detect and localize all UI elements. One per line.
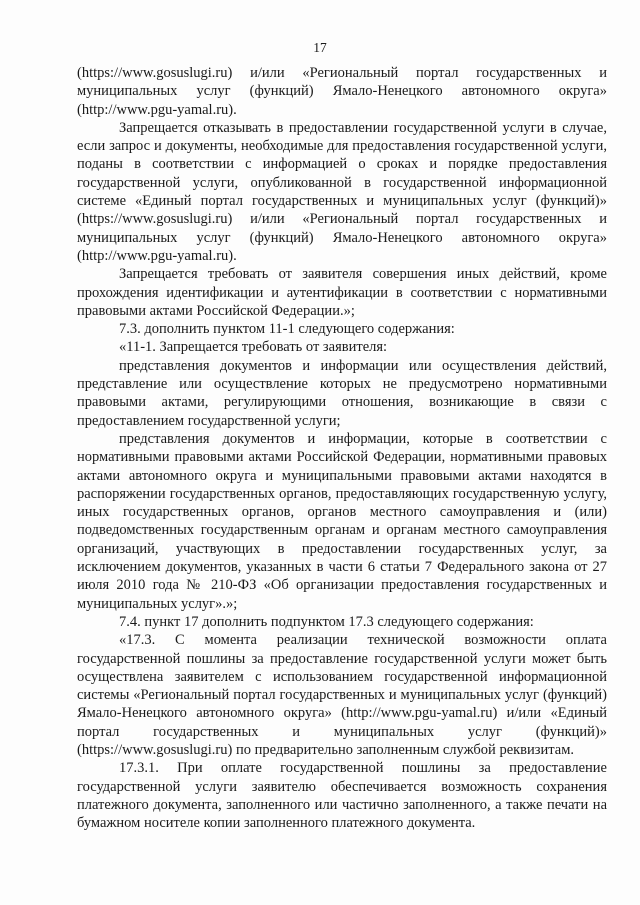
paragraph-point-17-3: «17.3. С момента реализации технической возможности оплата государственной пошлины за предоставление государственной услуги может быть осуществлена заявителем с использованием государственной информационной системы «Региональный портал государственных и муниципальных услуг (функций) Ямало-Ненецкого автономного округа» (http://www.pgu-yamal.ru) и/или «Единый портал государственных и муниципальных услуг (функций)» (https://www.gosuslugi.ru) по предварительно заполненным службой реквизитам. bbox=[77, 632, 607, 758]
paragraph-documents-in-possession: представления документов и информации, которые в соответствии с нормативными правовыми актами Российской Федерации, нормативными правовых актами автономного округа и муниципальными правовыми актами находятся в распоряжении государственных органов, предоставляющих государственную услугу, иных государственных органов, органов местного самоуправления и (или) подведомственных государственным органам и органам местного самоуправления организаций, участвующих в предоставлении государственных услуг, за исключением документов, указанных в части 6 статьи 7 Федерального закона от 27 июля 2010 года № 210-ФЗ «Об организации предоставления государственных и муниципальных услуг».»; bbox=[77, 430, 607, 612]
paragraph-other-actions-prohibited: Запрещается требовать от заявителя совершения иных действий, кроме прохождения идентификации и аутентификации в соответствии с нормативными правовыми актами Российской Федерации.»; bbox=[77, 266, 607, 319]
paragraph-item-7-4: 7.4. пункт 17 дополнить подпунктом 17.3 следующего содержания: bbox=[119, 613, 534, 630]
document-body bbox=[77, 64, 607, 832]
paragraph-item-7-3: 7.3. дополнить пунктом 11-1 следующего содержания: bbox=[119, 321, 455, 338]
paragraph-point-17-3-1: 17.3.1. При оплате государственной пошлины за предоставление государственной услуги заявителю обеспечивается возможность сохранения платежного документа, заполненного или частично заполненного, а также печати на бумажном носителе копии заполненного платежного документа. bbox=[77, 760, 607, 832]
paragraph-documents-not-required: представления документов и информации или осуществления действий, представление или осуществление которых не предусмотрено нормативными правовыми актами, регулирующими отношения, возникающие в связи с предоставлением государственной услуги; bbox=[77, 357, 607, 429]
page-number: 17 bbox=[313, 40, 327, 55]
paragraph-refusal-prohibited: Запрещается отказывать в предоставлении государственной услуги в случае, если запрос и документы, необходимые для предоставления государственной услуги, поданы в соответствии с информацией о сроках и порядке предоставления государственной услуги, опубликованной в государственной информационной системе «Единый портал государственных и муниципальных услуг (функций)» (https://www.gosuslugi.ru) и/или «Региональный портал государственных и муниципальных услуг (функций) Ямало-Ненецкого автономного округа» (http://www.pgu-yamal.ru). bbox=[77, 119, 607, 264]
paragraph-point-11-1: «11-1. Запрещается требовать от заявителя: bbox=[119, 339, 388, 356]
paragraph-portal-links: (https://www.gosuslugi.ru) и/или «Региональный портал государственных и муниципальных услуг (функций) Ямало-Ненецкого автономного округа» (http://www.pgu-yamal.ru). bbox=[77, 65, 607, 118]
